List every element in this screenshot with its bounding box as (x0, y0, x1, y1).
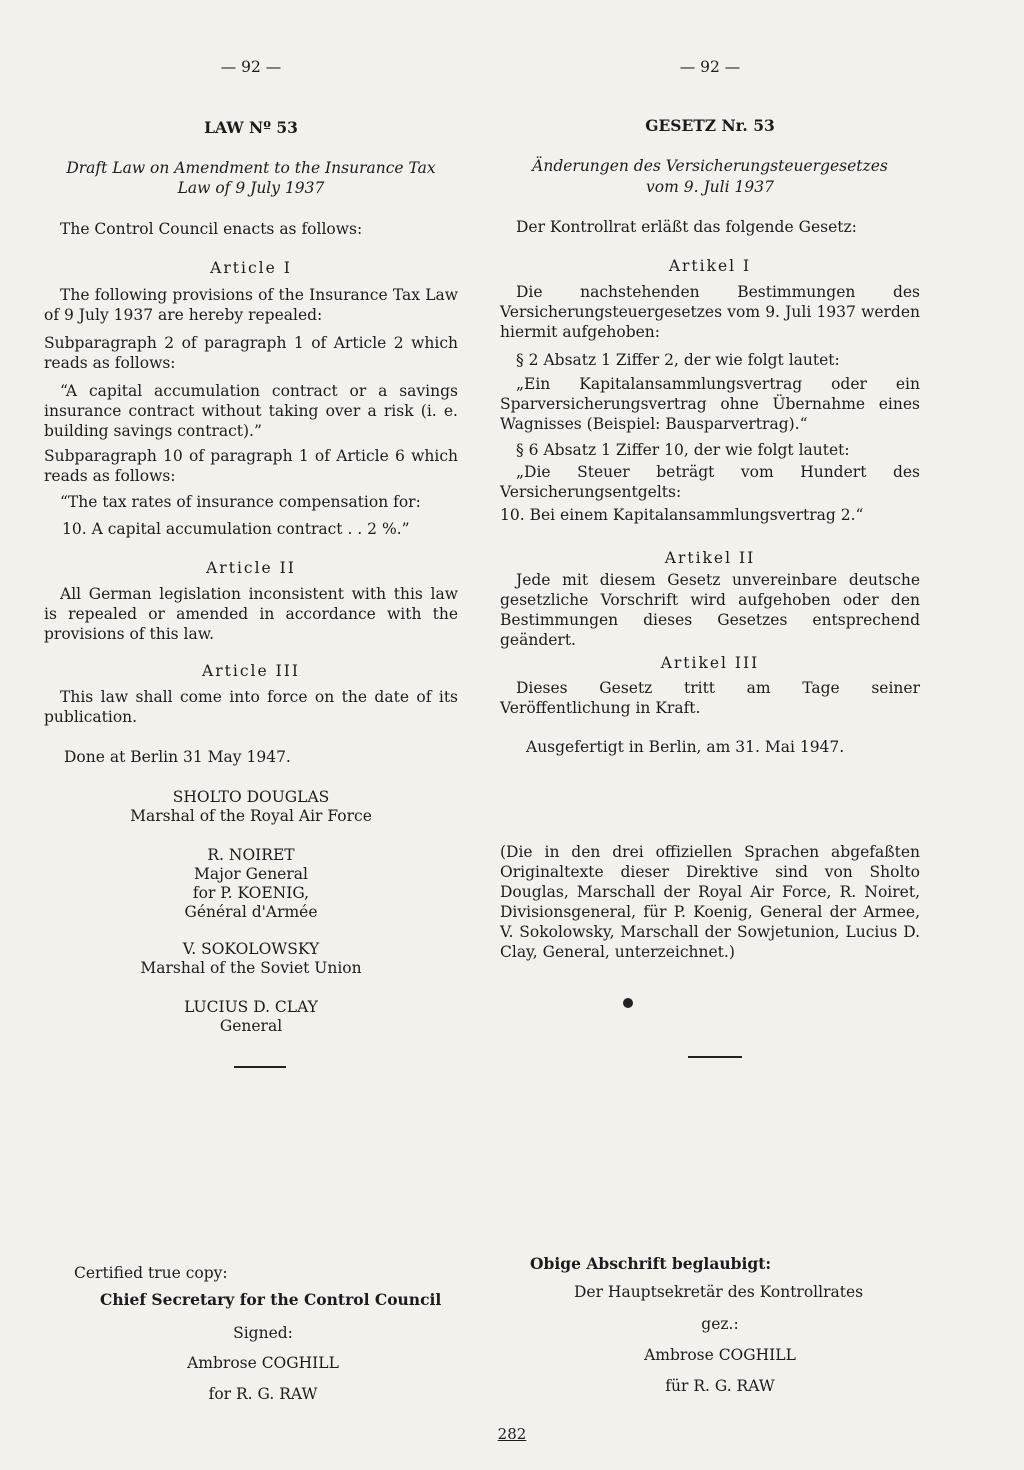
law-subtitle-de-2: vom 9. Juli 1937 (646, 178, 774, 196)
article-2-para-en: All German legislation inconsistent with this law is repealed or amended in accordance with the provisions of this law. (44, 585, 458, 643)
article-1-para-6-de: 10. Bei einem Kapitalansammlungsvertrag 2.“ (500, 506, 864, 524)
signatory-title: Général d'Armée (184, 903, 318, 921)
signatory-title: for P. KOENIG, (192, 884, 310, 902)
article-1-heading-de: Artikel I (668, 257, 752, 275)
article-1-para-3-de: „Ein Kapitalansammlungsvertrag oder ein Sparversicherungsvertrag ohne Übernahme eines Wagnisses (Beispiel: Bausparvertrag).“ (500, 375, 920, 433)
law-title-de: GESETZ Nr. 53 (645, 116, 775, 135)
article-1-para-1-en: The following provisions of the Insurance Tax Law of 9 July 1937 are hereby repealed: (44, 286, 458, 324)
coghill-de: Ambrose COGHILL (644, 1346, 796, 1364)
article-1-para-4-en: Subparagraph 10 of paragraph 1 of Article 6 which reads as follows: (44, 447, 458, 485)
enacting-clause-en: The Control Council enacts as follows: (60, 220, 363, 238)
signatory-sokolowsky (44, 940, 458, 978)
coghill-en: Ambrose COGHILL (187, 1354, 339, 1372)
page-number-header-en: — 92 — (220, 58, 282, 76)
for-raw-en: for R. G. RAW (208, 1385, 318, 1403)
footer-page-number (0, 1425, 1024, 1443)
law-subtitle-en-1: Draft Law on Amendment to the Insurance Tax (66, 159, 436, 177)
page-number-header-de: — 92 — (679, 58, 741, 76)
article-1-para-5-en: “The tax rates of insurance compensation for: (60, 493, 421, 511)
law-subtitle-de-1: Änderungen des Versicherungsteuergesetzes (532, 157, 888, 175)
article-1-para-4-de: § 6 Absatz 1 Ziffer 10, der wie folgt lautet: (516, 441, 850, 459)
signatory-name: LUCIUS D. CLAY (184, 998, 318, 1016)
done-at-en: Done at Berlin 31 May 1947. (64, 748, 291, 766)
article-1-para-2-de: § 2 Absatz 1 Ziffer 2, der wie folgt lautet: (516, 351, 840, 369)
german-column (497, 0, 920, 1470)
chief-secretary-de: Der Hauptsekretär des Kontrollrates (574, 1283, 864, 1301)
signatory-name: R. NOIRET (207, 846, 295, 864)
section-divider-en (234, 1066, 286, 1068)
signatory-douglas (44, 788, 458, 826)
for-raw-de: für R. G. RAW (665, 1377, 775, 1395)
ink-dot (623, 998, 633, 1008)
article-1-para-6-en: 10. A capital accumulation contract . . 2 %.” (62, 520, 410, 538)
article-1-para-2-en: Subparagraph 2 of paragraph 1 of Article 2 which reads as follows: (44, 334, 458, 372)
enacting-clause-de: Der Kontrollrat erläßt das folgende Gesetz: (516, 218, 857, 236)
article-3-para-de: Dieses Gesetz tritt am Tage seiner Veröffentlichung in Kraft. (500, 679, 920, 717)
signatory-name: V. SOKOLOWSKY (182, 940, 320, 958)
section-divider-de (688, 1056, 742, 1058)
article-1-para-3-en: “A capital accumulation contract or a savings insurance contract without taking over a risk (i. e. building savings contract).” (44, 382, 458, 440)
article-1-heading-en: Article I (210, 259, 292, 277)
footer-page-number-text: 282 (497, 1425, 527, 1443)
signatory-noiret (44, 846, 458, 922)
article-2-heading-de: Artikel II (664, 549, 756, 567)
signatory-title: Marshal of the Royal Air Force (130, 807, 372, 825)
certified-copy-de: Obige Abschrift beglaubigt: (530, 1254, 772, 1273)
done-at-de: Ausgefertigt in Berlin, am 31. Mai 1947. (526, 738, 845, 756)
chief-secretary-en: Chief Secretary for the Control Council (100, 1290, 442, 1309)
law-title-en: LAW Nº 53 (204, 118, 298, 137)
signatory-title: Major General (194, 865, 308, 883)
certified-copy-en: Certified true copy: (74, 1264, 228, 1282)
signatory-title: General (219, 1017, 283, 1035)
signatory-title: Marshal of the Soviet Union (140, 959, 362, 977)
article-2-heading-en: Article II (206, 559, 296, 577)
signatory-name: SHOLTO DOUGLAS (172, 788, 330, 806)
article-1-para-1-de: Die nachstehenden Bestimmungen des Versicherungsteuergesetzes vom 9. Juli 1937 werden hiermit aufgehoben: (500, 283, 920, 341)
signatories-note-de: (Die in den drei offiziellen Sprachen abgefaßten Originaltexte dieser Direktive sind von Sholto Douglas, Marschall der Royal Air Force, R. Noiret, Divisionsgeneral, für P. Koenig, General der Armee, V. Sokolowsky, Marschall der Sowjetunion, Lucius D. Clay, General, unterzeichnet.) (500, 843, 920, 961)
signed-de: gez.: (701, 1315, 739, 1333)
law-subtitle-en-2: Law of 9 July 1937 (177, 179, 325, 197)
article-3-heading-en: Article III (202, 662, 300, 680)
article-1-para-5-de: „Die Steuer beträgt vom Hundert des Versicherungsentgelts: (500, 463, 920, 501)
article-2-para-de: Jede mit diesem Gesetz unvereinbare deutsche gesetzliche Vorschrift wird aufgehoben oder den Bestimmungen dieses Gesetzes entsprechend geändert. (500, 571, 920, 649)
english-column (44, 0, 458, 1470)
article-3-heading-de: Artikel III (660, 654, 760, 672)
signed-en: Signed: (233, 1324, 293, 1342)
article-3-para-en: This law shall come into force on the date of its publication. (44, 688, 458, 726)
signatory-clay (44, 998, 458, 1036)
